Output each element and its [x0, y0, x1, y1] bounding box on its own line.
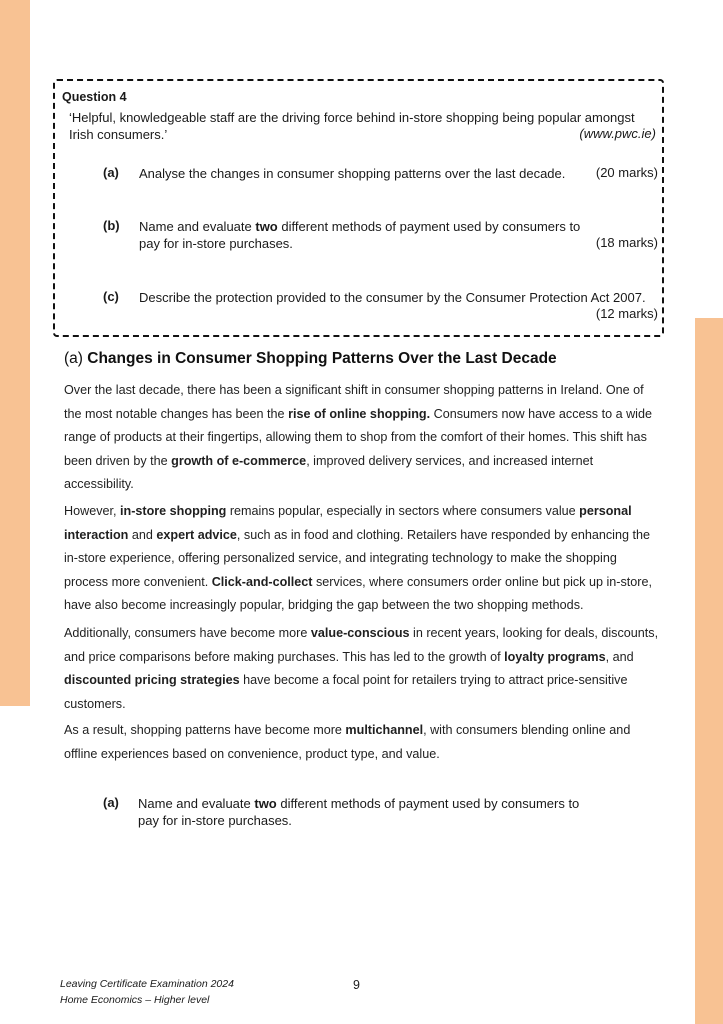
- part-text: Analyse the changes in consumer shopping patterns over the last decade.: [139, 166, 566, 181]
- part-label: (a): [103, 165, 119, 180]
- page-footer: [60, 976, 234, 1008]
- part-label: (a): [103, 795, 119, 810]
- part-text: Name and evaluate two different methods of payment used by consumers to pay for in-store purchases.: [138, 796, 580, 828]
- part-text: Describe the protection provided to the consumer by the Consumer Protection Act 2007.: [139, 290, 646, 305]
- answer-paragraph-2: However, in-store shopping remains popular, especially in sectors where consumers value personal interaction and expert advice, such as in food and clothing. Retailers have responded by enhancing the in-store experience, offering personalized service, and integrating technology to make the shopping process more convenient. Click-and-collect services, where consumers order online but pick up in-store, have also become increasingly popular, bridging the gap between the two shopping methods.: [64, 504, 652, 612]
- question-quote: ‘Helpful, knowledgeable staff are the driving force behind in-store shopping being popular amongst Irish consumers.’: [69, 110, 635, 142]
- footer-exam-title: Leaving Certificate Examination 2024: [60, 978, 234, 990]
- answer-heading: (a) Changes in Consumer Shopping Patterns Over the Last Decade: [64, 350, 557, 367]
- part-label: (c): [103, 289, 119, 304]
- part-marks: (18 marks): [595, 235, 658, 250]
- quote-source: (www.pwc.ie): [579, 126, 656, 141]
- answer-paragraph-1: Over the last decade, there has been a significant shift in consumer shopping patterns in Ireland. One of the most notable changes has been the rise of online shopping. Consumers now have access to a wide range of products at their fingertips, allowing them to shop from the comfort of their homes. This shift has been driven by the growth of e-commerce, improved delivery services, and increased internet accessibility.: [64, 383, 652, 491]
- side-bar-left: [0, 0, 30, 706]
- part-marks: (20 marks): [595, 165, 658, 180]
- footer-subject: Home Economics – Higher level: [60, 994, 210, 1006]
- part-marks: (12 marks): [595, 306, 658, 321]
- side-bar-right: [695, 318, 723, 1024]
- question-box: [53, 79, 664, 337]
- answer-paragraph-3: Additionally, consumers have become more value-conscious in recent years, looking for deals, discounts, and price comparisons before making purchases. This has led to the growth of loyalty programs, and discounted pricing strategies have become a focal point for retailers trying to attract price-sensitive customers.: [64, 626, 659, 711]
- part-label: (b): [103, 218, 120, 233]
- question-title: Question 4: [62, 90, 127, 104]
- part-text: Name and evaluate two different methods of payment used by consumers to pay for in-store purchases.: [139, 219, 581, 251]
- page-number: 9: [353, 978, 360, 992]
- answer-paragraph-4: As a result, shopping patterns have become more multichannel, with consumers blending online and offline experiences based on convenience, product type, and value.: [64, 723, 631, 761]
